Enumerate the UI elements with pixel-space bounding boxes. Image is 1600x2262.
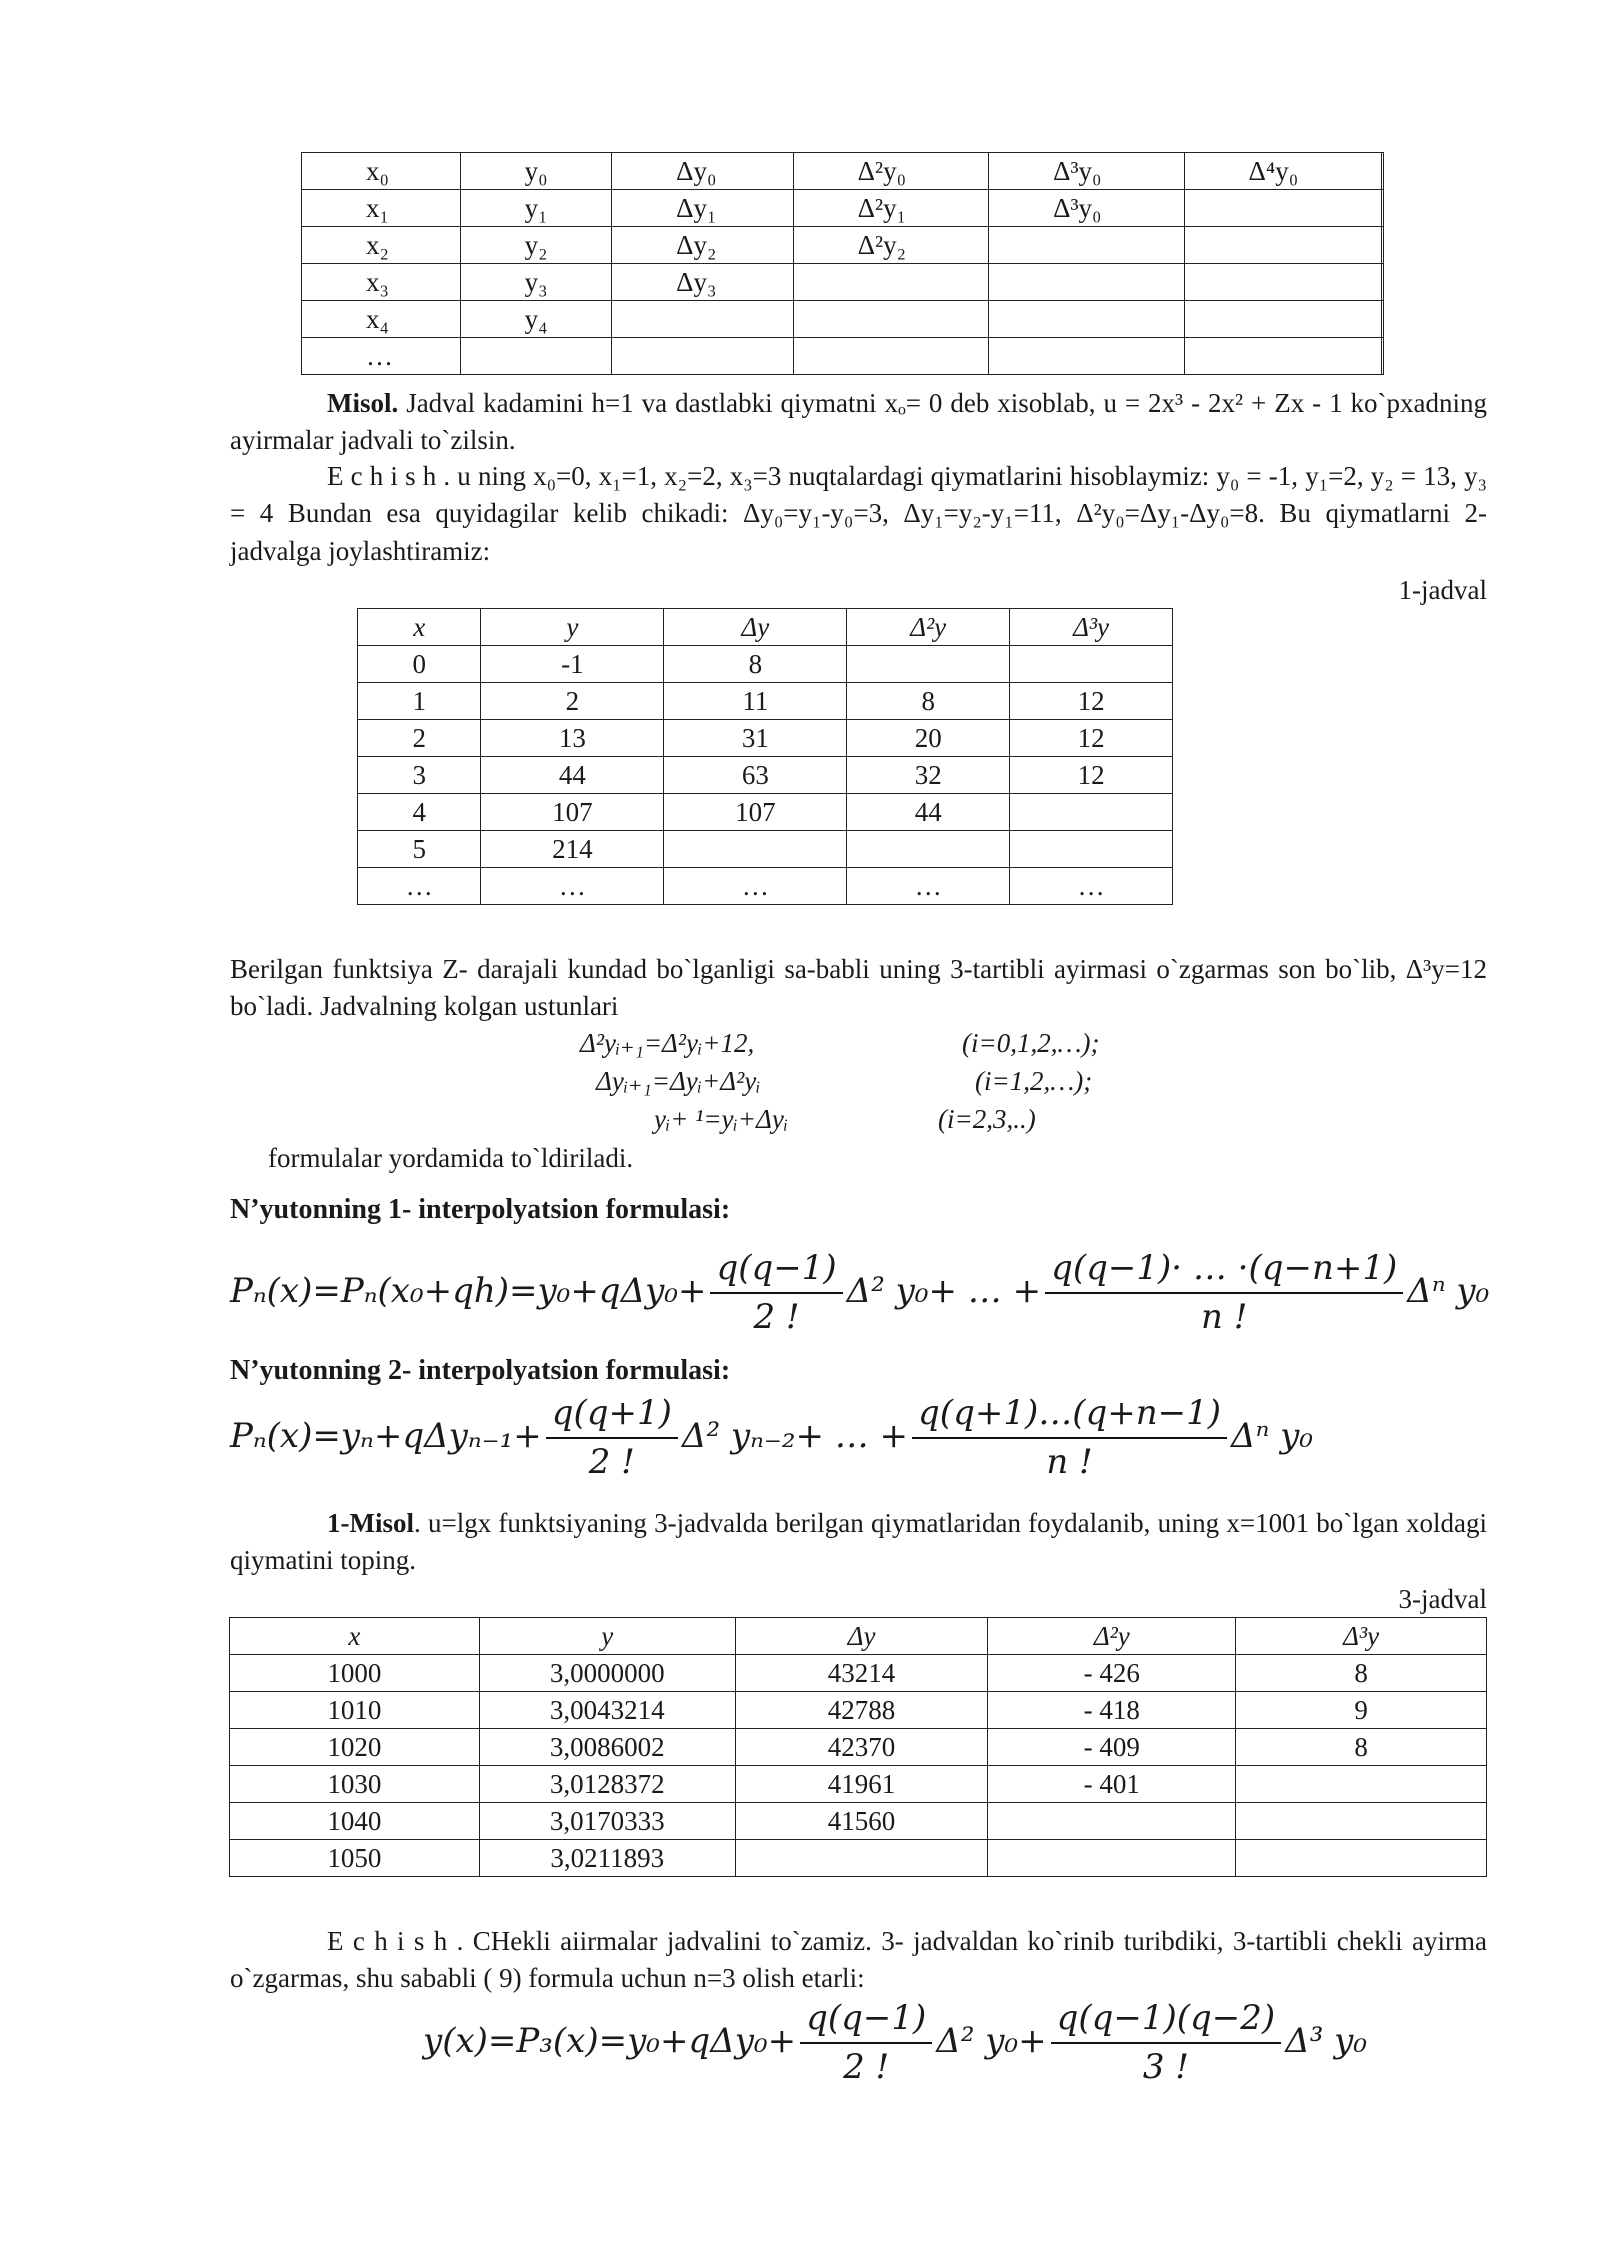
table-cell bbox=[1382, 227, 1384, 264]
table-cell: 8 bbox=[1236, 1729, 1487, 1766]
table-cell: … bbox=[481, 868, 664, 905]
table-header-cell: Δ³y bbox=[1236, 1618, 1487, 1655]
table-cell: … bbox=[664, 868, 847, 905]
fraction-denominator: 3 ! bbox=[1142, 2046, 1189, 2087]
table-cell bbox=[989, 264, 1184, 301]
table-cell bbox=[460, 338, 612, 375]
fraction-denominator: 2 ! bbox=[843, 2046, 890, 2087]
table-cell bbox=[1382, 153, 1384, 190]
recurrence-2 bbox=[596, 1063, 760, 1100]
table-row bbox=[302, 153, 1384, 190]
table-cell: 13 bbox=[481, 720, 664, 757]
table-header-cell: y bbox=[479, 1618, 735, 1655]
table-cell: 41560 bbox=[735, 1803, 988, 1840]
table-cell bbox=[1184, 301, 1382, 338]
table-cell: 12 bbox=[1010, 720, 1173, 757]
formula-tail: Δⁿ y₀ bbox=[1231, 1415, 1314, 1456]
table-cell: x₀ bbox=[302, 153, 461, 190]
table-cell bbox=[1236, 1766, 1487, 1803]
recurrence-3 bbox=[654, 1101, 788, 1138]
fraction-numerator: q(q+1)…(q+n−1) bbox=[912, 1390, 1227, 1439]
table-cell: 8 bbox=[847, 683, 1010, 720]
table-row bbox=[358, 868, 1173, 905]
table-cell: 1040 bbox=[230, 1803, 480, 1840]
formula-middle: Δ² y₀+ bbox=[936, 2020, 1047, 2061]
newton-1-formula bbox=[230, 1245, 1489, 1341]
example-2-text: . u=lgx funktsiyaning 3-jadvalda berilgan qiymatlaridan foydalanib, uning x=1001 bo`lgan xoldagi qiymatini toping. bbox=[230, 1508, 1487, 1576]
table-row bbox=[302, 338, 1384, 375]
table-header-cell: y bbox=[481, 609, 664, 646]
table-cell: Δy₃ bbox=[612, 264, 793, 301]
table-cell: 3,0170333 bbox=[479, 1803, 735, 1840]
table-cell: 107 bbox=[664, 794, 847, 831]
table-cell: - 409 bbox=[988, 1729, 1236, 1766]
table-cell bbox=[612, 301, 793, 338]
table-cell bbox=[989, 227, 1184, 264]
table-cell bbox=[988, 1803, 1236, 1840]
recurrence-formula: Δyᵢ₊₁=Δyᵢ+Δ²yᵢ bbox=[596, 1066, 761, 1096]
table-cell: 3 bbox=[358, 757, 481, 794]
table-cell bbox=[1184, 190, 1382, 227]
example-2-statement bbox=[230, 1505, 1487, 1580]
table-cell bbox=[1382, 338, 1384, 375]
table-cell bbox=[664, 831, 847, 868]
table-cell: 1020 bbox=[230, 1729, 480, 1766]
table-cell: Δ²y₂ bbox=[793, 227, 988, 264]
table1-caption: 1-jadval bbox=[1398, 575, 1487, 605]
table-cell bbox=[989, 338, 1184, 375]
fraction bbox=[1045, 1245, 1403, 1341]
table-cell bbox=[1010, 831, 1173, 868]
table-cell: 42370 bbox=[735, 1729, 988, 1766]
table-cell: 12 bbox=[1010, 757, 1173, 794]
recurrence-range: (i=1,2,…); bbox=[975, 1066, 1093, 1096]
table-cell: 63 bbox=[664, 757, 847, 794]
table-cell: 2 bbox=[358, 720, 481, 757]
table-cell: 3,0086002 bbox=[479, 1729, 735, 1766]
table-cell: 44 bbox=[847, 794, 1010, 831]
table-cell: x₃ bbox=[302, 264, 461, 301]
table-cell: 0 bbox=[358, 646, 481, 683]
table-cell bbox=[1184, 338, 1382, 375]
table-cell: 4 bbox=[358, 794, 481, 831]
table-row bbox=[358, 794, 1173, 831]
degree-text: Berilgan funktsiya Z- darajali kundad bo`lganligi sa-babli uning 3-tartibli ayirmasi o`zgarmas son bo`lib, Δ³y=12 bo`ladi. Jadvalning kolgan ustunlari bbox=[230, 954, 1487, 1022]
table-row bbox=[230, 1840, 1487, 1877]
table-cell: 3,0043214 bbox=[479, 1692, 735, 1729]
table-row bbox=[302, 264, 1384, 301]
solution-paragraph bbox=[230, 458, 1487, 570]
table-cell: 43214 bbox=[735, 1655, 988, 1692]
fill-note: formulalar yordamida to`ldiriladi. bbox=[268, 1143, 634, 1173]
table-cell bbox=[988, 1840, 1236, 1877]
table-cell bbox=[1236, 1803, 1487, 1840]
table-row bbox=[230, 1766, 1487, 1803]
fraction-denominator: 2 ! bbox=[753, 1296, 800, 1337]
table-cell: … bbox=[1010, 868, 1173, 905]
recurrence-range: (i=2,3,..) bbox=[938, 1104, 1036, 1134]
table-cell: - 418 bbox=[988, 1692, 1236, 1729]
table-cell: 31 bbox=[664, 720, 847, 757]
table-cell: 2 bbox=[481, 683, 664, 720]
formula-lhs: Pₙ(x)=Pₙ(x₀+qh)=y₀+qΔy₀+ bbox=[230, 1270, 707, 1311]
table-cell: 1000 bbox=[230, 1655, 480, 1692]
table-row bbox=[302, 227, 1384, 264]
table-cell: y₄ bbox=[460, 301, 612, 338]
newton-2-heading: N’yutonning 2- interpolyatsion formulasi: bbox=[230, 1355, 731, 1386]
fraction bbox=[546, 1390, 678, 1486]
formula-middle: Δ² y₀+ … + bbox=[846, 1270, 1042, 1311]
table-cell: Δ³y₀ bbox=[989, 190, 1184, 227]
fraction-numerator: q(q−1)(q−2) bbox=[1051, 1995, 1282, 2044]
table-header-cell: Δy bbox=[664, 609, 847, 646]
table-cell bbox=[793, 301, 988, 338]
table-cell: Δy₀ bbox=[612, 153, 793, 190]
table-cell: x₂ bbox=[302, 227, 461, 264]
solution-2-paragraph bbox=[230, 1923, 1487, 1998]
table-cell bbox=[793, 264, 988, 301]
table-cell: 20 bbox=[847, 720, 1010, 757]
table-row bbox=[358, 757, 1173, 794]
table-cell: Δ²y₀ bbox=[793, 153, 988, 190]
fraction-numerator: q(q−1) bbox=[800, 1995, 932, 2044]
table-header-cell: Δ³y bbox=[1010, 609, 1173, 646]
table-cell: … bbox=[358, 868, 481, 905]
table-cell: -1 bbox=[481, 646, 664, 683]
table-header-row bbox=[230, 1618, 1487, 1655]
solution-2-text: E c h i s h . CHekli aiirmalar jadvalini to`zamiz. 3- jadvaldan ko`rinib turibdiki, 3-tartibli chekli ayirma o`zgarmas, shu sababli ( 9) formula uchun n=3 olish etarli: bbox=[230, 1926, 1487, 1994]
example-2-label: 1-Misol bbox=[327, 1508, 414, 1538]
table-cell: 11 bbox=[664, 683, 847, 720]
table-cell: 5 bbox=[358, 831, 481, 868]
degree-paragraph bbox=[230, 951, 1487, 1026]
recurrence-formula: yᵢ+ ¹=yᵢ+Δyᵢ bbox=[654, 1104, 789, 1134]
table-cell: 8 bbox=[664, 646, 847, 683]
fraction bbox=[912, 1390, 1227, 1486]
newton-1-heading: N’yutonning 1- interpolyatsion formulasi: bbox=[230, 1194, 731, 1225]
table-cell bbox=[989, 301, 1184, 338]
table-cell: 1010 bbox=[230, 1692, 480, 1729]
table-row bbox=[302, 301, 1384, 338]
table-cell bbox=[1382, 264, 1384, 301]
table-cell: 9 bbox=[1236, 1692, 1487, 1729]
table-cell: - 401 bbox=[988, 1766, 1236, 1803]
table-cell bbox=[1184, 227, 1382, 264]
formula-tail: Δⁿ y₀ bbox=[1407, 1270, 1490, 1311]
table-cell: 214 bbox=[481, 831, 664, 868]
table-cell: Δ²y₁ bbox=[793, 190, 988, 227]
table-cell bbox=[1236, 1840, 1487, 1877]
example-label: Misol. bbox=[327, 388, 399, 418]
table-row bbox=[358, 831, 1173, 868]
solution-text: E c h i s h . u ning x₀=0, x₁=1, x₂=2, x₃=3 nuqtalardagi qiymatlarini hisoblaymiz: y₀ = -1, y₁=2, y₂ = 13, y₃ = 4 Bundan esa quyidagilar kelib chikadi: Δy₀=y₁-y₀=3, Δy₁=y₂-y₁=11, Δ²y₀=Δy₁-Δy₀=8. Bu qiymatlarni 2- jadvalga joylashtiramiz: bbox=[230, 461, 1487, 566]
table-cell: y₂ bbox=[460, 227, 612, 264]
newton-cubic-formula bbox=[423, 1995, 1367, 2091]
table-cell: 3,0128372 bbox=[479, 1766, 735, 1803]
fraction bbox=[710, 1245, 842, 1341]
table-header-cell: x bbox=[230, 1618, 480, 1655]
table-cell: 32 bbox=[847, 757, 1010, 794]
table-cell bbox=[1382, 301, 1384, 338]
table-cell: 12 bbox=[1010, 683, 1173, 720]
table-cell: Δ³y₀ bbox=[989, 153, 1184, 190]
table-header-cell: Δ²y bbox=[988, 1618, 1236, 1655]
table-cell: y₃ bbox=[460, 264, 612, 301]
table-cell: 1030 bbox=[230, 1766, 480, 1803]
table-cell bbox=[847, 646, 1010, 683]
table-cell: Δy₂ bbox=[612, 227, 793, 264]
table-cell: Δy₁ bbox=[612, 190, 793, 227]
recurrence-2-range bbox=[975, 1063, 1092, 1100]
table-cell: … bbox=[302, 338, 461, 375]
table-cell: y₁ bbox=[460, 190, 612, 227]
fraction bbox=[1051, 1995, 1282, 2091]
table-header-row bbox=[358, 609, 1173, 646]
fraction-numerator: q(q−1)· … ·(q−n+1) bbox=[1045, 1245, 1403, 1294]
table-row bbox=[230, 1729, 1487, 1766]
fraction-denominator: n ! bbox=[1046, 1441, 1093, 1482]
table-header-cell: x bbox=[358, 609, 481, 646]
newton-2-formula bbox=[230, 1390, 1313, 1486]
example-text: Jadval kadamini h=1 va dastlabki qiymatni xₒ= 0 deb xisoblab, u = 2x³ - 2x² + Zx - 1 ko`pxadning ayirmalar jadvali to`zilsin. bbox=[230, 388, 1487, 456]
table-cell: x₁ bbox=[302, 190, 461, 227]
table-row bbox=[358, 683, 1173, 720]
formula-lhs: y(x)=P₃(x)=y₀+qΔy₀+ bbox=[423, 2020, 797, 2061]
table-header-cell: Δy bbox=[735, 1618, 988, 1655]
table-row bbox=[230, 1803, 1487, 1840]
table-cell bbox=[793, 338, 988, 375]
table3-caption: 3-jadval bbox=[1398, 1584, 1487, 1614]
lgx-difference-table bbox=[229, 1617, 1487, 1877]
table-header-cell: Δ²y bbox=[847, 609, 1010, 646]
table-cell: y₀ bbox=[460, 153, 612, 190]
recurrence-1-range bbox=[962, 1025, 1099, 1062]
table-cell bbox=[1010, 646, 1173, 683]
table-row bbox=[302, 190, 1384, 227]
table-cell: 41961 bbox=[735, 1766, 988, 1803]
table-cell: 107 bbox=[481, 794, 664, 831]
fraction-numerator: q(q−1) bbox=[710, 1245, 842, 1294]
recurrence-range: (i=0,1,2,…); bbox=[962, 1028, 1100, 1058]
table-cell bbox=[847, 831, 1010, 868]
fraction-denominator: n ! bbox=[1200, 1296, 1248, 1337]
table-cell: 44 bbox=[481, 757, 664, 794]
table-row bbox=[358, 646, 1173, 683]
fraction-numerator: q(q+1) bbox=[546, 1390, 678, 1439]
table-row bbox=[230, 1655, 1487, 1692]
formula-tail: Δ³ y₀ bbox=[1285, 2020, 1368, 2061]
recurrence-1 bbox=[580, 1025, 754, 1062]
table-cell bbox=[1382, 190, 1384, 227]
table-cell: Δ⁴y₀ bbox=[1184, 153, 1382, 190]
formula-middle: Δ² yₙ₋₂+ … + bbox=[681, 1415, 909, 1456]
fraction bbox=[800, 1995, 932, 2091]
table-cell bbox=[612, 338, 793, 375]
recurrence-formula: Δ²yᵢ₊₁=Δ²yᵢ+12, bbox=[580, 1028, 755, 1058]
table-cell: 3,0000000 bbox=[479, 1655, 735, 1692]
fraction-denominator: 2 ! bbox=[588, 1441, 635, 1482]
table-cell bbox=[1184, 264, 1382, 301]
table-cell: 1050 bbox=[230, 1840, 480, 1877]
table-cell bbox=[735, 1840, 988, 1877]
difference-table-1 bbox=[357, 608, 1173, 905]
table-cell: x₄ bbox=[302, 301, 461, 338]
table-row bbox=[358, 720, 1173, 757]
table-cell: 1 bbox=[358, 683, 481, 720]
difference-table-generic bbox=[301, 152, 1384, 375]
table-cell: 8 bbox=[1236, 1655, 1487, 1692]
table-cell: 3,0211893 bbox=[479, 1840, 735, 1877]
formula-lhs: Pₙ(x)=yₙ+qΔyₙ₋₁+ bbox=[230, 1415, 542, 1456]
recurrence-3-range bbox=[938, 1101, 1036, 1138]
table-row bbox=[230, 1692, 1487, 1729]
table-cell: 42788 bbox=[735, 1692, 988, 1729]
example-statement bbox=[230, 385, 1487, 460]
table-cell: - 426 bbox=[988, 1655, 1236, 1692]
table-cell bbox=[1010, 794, 1173, 831]
table-cell: … bbox=[847, 868, 1010, 905]
